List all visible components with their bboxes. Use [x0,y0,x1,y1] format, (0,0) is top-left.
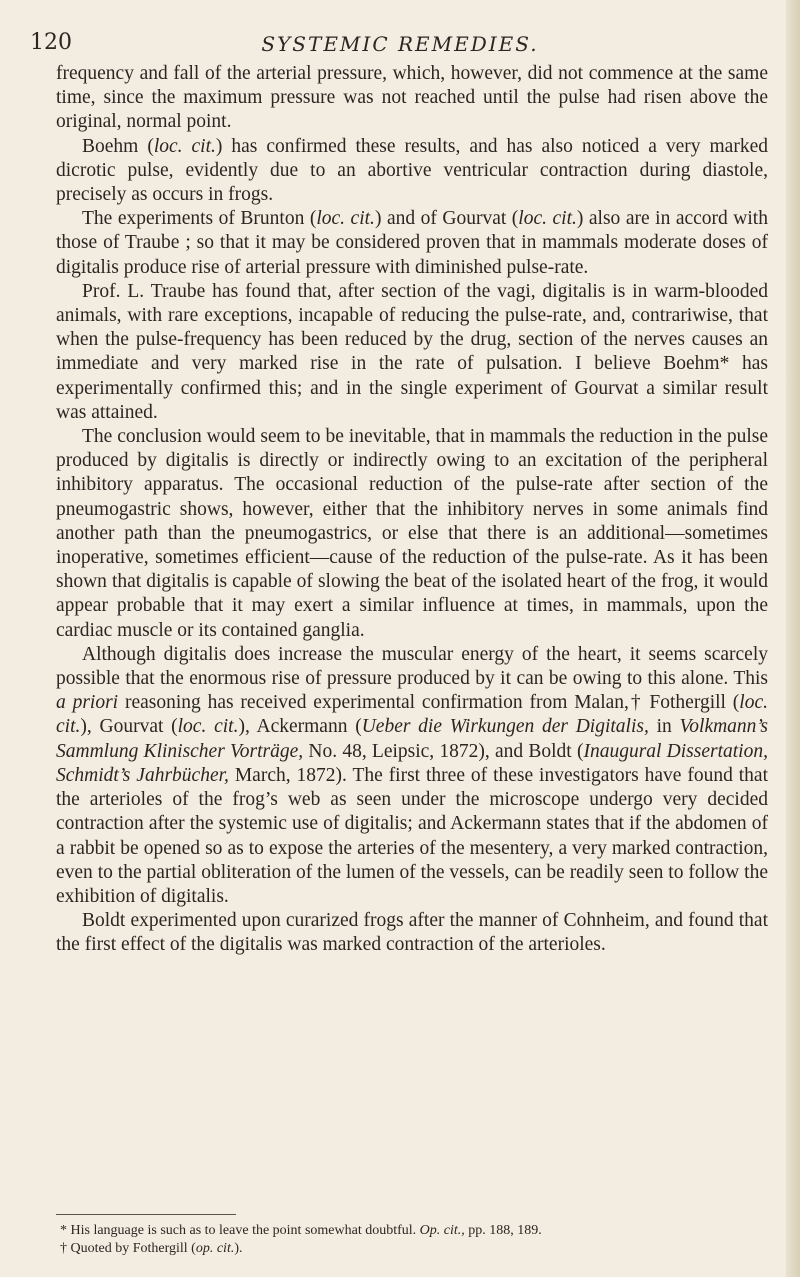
italic-text: a priori [56,692,119,714]
footnotes [60,1222,770,1258]
text-run: No. 48, Leipsic, 1872), and Boldt ( [303,740,584,762]
footnote-2 [60,1240,770,1258]
text-run: frequency and fall of the arterial pressure, which, however, did not commence at the same time, since the maximum pressure was not reached until the pulse had risen above the original, normal point. [56,63,768,133]
text-run: ) also are in accord with those of Traube ; so that it may be considered proven that in mammals moderate doses of digitalis produce rise of arterial pressure with diminished pulse-rate. [56,208,768,278]
text-run: in [648,716,680,738]
paragraph [56,62,768,135]
footnote-1 [60,1222,770,1240]
paragraph [56,135,768,208]
italic-text: loc. cit. [316,208,375,230]
text-run: ), Gourvat ( [80,716,178,738]
text-run: March, 1872). The first three of these investigators have found that the arterioles of the frog’s web as seen under the microscope undergo very decided contraction after the systemic use of digitalis; and Ackermann states that if the abdomen of a rabbit be opened so as to expose the arteries of the mesentery, a very marked contraction, even to the partial obliteration of the lumen of the vessels, can be readily seen to follow the exhibition of digitalis. [56,764,768,907]
italic-text: Inaugural Dissertation, Schmidt’s Jahrbücher, [56,740,768,786]
text-run: Prof. L. Traube has found that, after section of the vagi, digitalis is in warm-blooded animals, with rare exceptions, incapable of reducing the pulse-rate, and, contrariwise, that when the pulse-frequency has been reduced by the drug, section of the nerves causes an immediate and very marked rise in the rate of pulsation. I believe Boehm* has experimentally confirmed this; and in the single experiment of Gourvat a similar result was attained. [56,280,768,423]
body-text [56,62,768,958]
text-run: Boehm ( [82,135,154,157]
text-run: reasoning has received experimental confirmation from Malan,† Fothergill ( [118,692,740,714]
text-run: ), Ackermann ( [238,716,362,738]
footnote-reference: op. cit. [195,1241,235,1256]
page-header [0,30,800,60]
footnote-text: * His language is such as to leave the point somewhat doubtful. [60,1223,417,1238]
text-run: Although digitalis does increase the muscular energy of the heart, it seems scarcely possible that the enormous rise of pressure produced by it can be owing to this alone. This [56,643,768,690]
footnote-reference: Op. cit., [419,1223,465,1238]
page-edge [786,0,800,1277]
paragraph [56,643,768,909]
italic-text: loc. cit. [177,716,239,738]
running-head: SYSTEMIC REMEDIES. [261,32,539,56]
paragraph [56,280,768,425]
text-run: ) has confirmed these results, and has also noticed a very marked dicrotic pulse, evidently due to an abortive ventricular contraction during diastole, precisely as occurs in frogs. [56,135,768,206]
footnote-tail: ). [234,1241,243,1256]
footnote-text: † Quoted by Fothergill ( [60,1241,196,1256]
footnote-rule [56,1214,236,1215]
text-run: The conclusion would seem to be inevitable, that in mammals the reduction in the pulse produced by digitalis is directly or indirectly owing to an excitation of the peripheral inhibitory apparatus. The occasional reduction of the pulse-rate after section of the pneumogastric shows, however, either that the inhibitory nerves in some animals find another path than the pneumogastrics, or else that there is an additional—sometimes inoperative, sometimes efficient—cause of the reduction of the pulse-rate. As it has been shown that digitalis is capable of slowing the beat of the isolated heart of the frog, it would appear probable that it may exert a similar influence at times, in mammals, upon the cardiac muscle or its contained ganglia. [56,426,768,641]
italic-text: Ueber die Wirkungen der Digitalis, [361,716,649,738]
paragraph [56,909,768,957]
italic-text: loc. cit. [56,692,768,738]
paragraph [56,425,768,643]
italic-text: loc. cit. [518,208,577,230]
text-run: ) and of Gourvat ( [374,208,519,230]
footnote-pages: pp. 188, 189. [468,1223,542,1238]
italic-text: loc. cit. [153,135,216,157]
text-run: Boldt experimented upon curarized frogs after the manner of Cohnheim, and found that the first effect of the digitalis was marked contraction of the arterioles. [56,910,768,956]
page-number: 120 [30,30,72,55]
text-run: The experiments of Brunton ( [82,208,317,230]
italic-text: Volkmann’s Sammlung Klinischer Vorträge, [56,716,769,762]
paragraph [56,207,768,280]
